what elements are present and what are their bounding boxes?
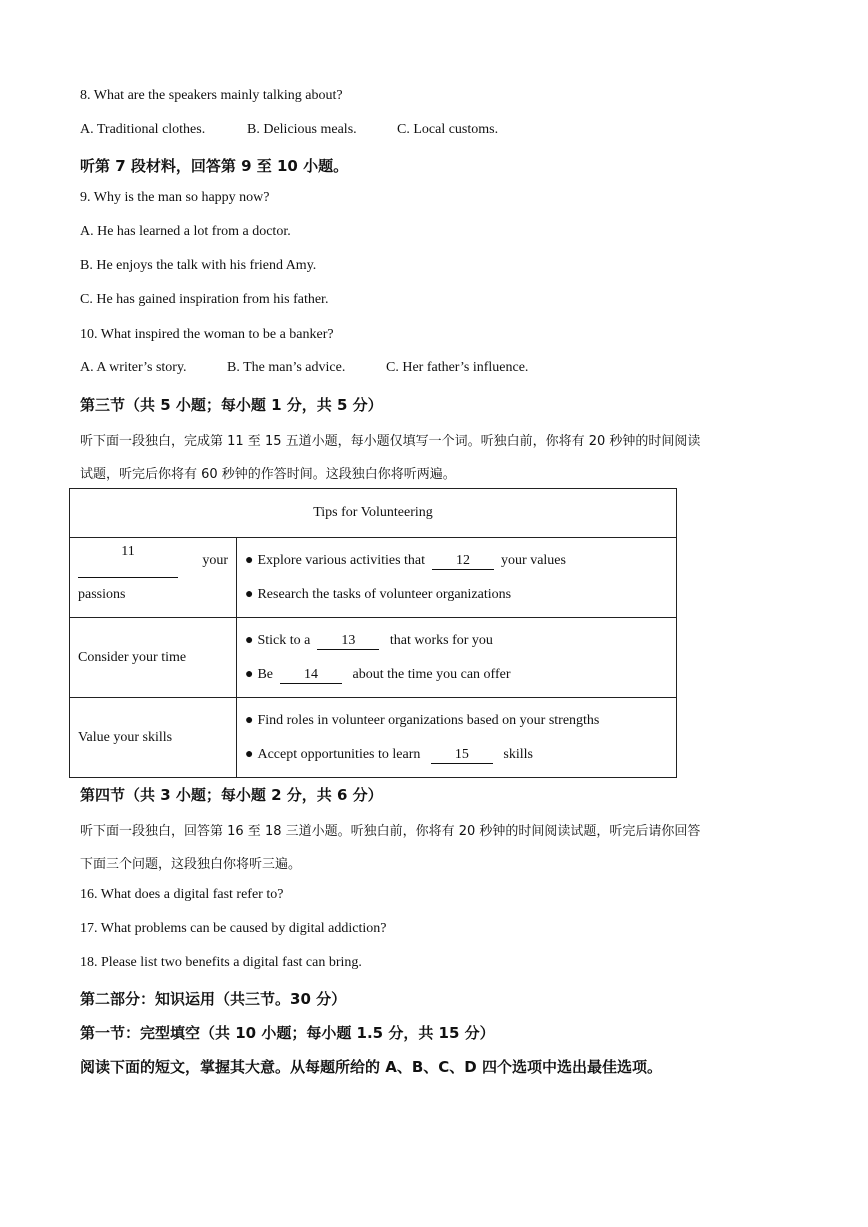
question-9-option-c: C. He has gained inspiration from his father.: [80, 292, 329, 307]
option-a: A. A writer’s story.: [80, 360, 187, 375]
question-9-option-b: B. He enjoys the talk with his friend Amy.: [80, 258, 317, 273]
table-title: Tips for Volunteering: [70, 489, 677, 538]
bullet-text: Explore various activities that: [257, 552, 426, 568]
question-9-option-a: A. He has learned a lot from a doctor.: [80, 224, 291, 239]
part-two-sub-heading: 第一节：完型填空（共 10 小题；每小题 1.5 分，共 15 分）: [80, 1024, 495, 1042]
table-row: [70, 538, 677, 618]
question-8: 8. What are the speakers mainly talking about?: [80, 88, 343, 103]
section-7-heading: 听第 7 段材料，回答第 9 至 10 小题。: [80, 157, 349, 175]
question-8-options: [80, 122, 498, 138]
bullet-text: Accept opportunities to learn: [257, 746, 421, 762]
row-3-label: Value your skills: [70, 698, 237, 778]
part-4-heading: 第四节（共 3 小题；每小题 2 分，共 6 分）: [80, 786, 383, 804]
question-18: 18. Please list two benefits a digital fast can bring.: [80, 955, 362, 970]
bullet-text: Research the tasks of volunteer organizations: [257, 586, 512, 602]
part-3-heading: 第三节（共 5 小题；每小题 1 分，共 5 分）: [80, 396, 383, 414]
part-3-instruction-line-2: 试题，听完后你将有 60 秒钟的作答时间。这段独白你将听两遍。: [80, 467, 456, 482]
part-4-instruction-line-1: 听下面一段独白，回答第 16 至 18 三道小题。听独白前，你将有 20 秒钟的时间阅读试题，听完后请你回答: [80, 824, 701, 839]
bullet-text: Be: [257, 666, 274, 682]
bullet-text: skills: [503, 746, 533, 762]
option-b: B. Delicious meals.: [247, 122, 357, 137]
bullet-text: that works for you: [389, 632, 493, 648]
question-9: 9. Why is the man so happy now?: [80, 190, 270, 205]
question-16: 16. What does a digital fast refer to?: [80, 887, 284, 902]
row-2-content: ● Stick to a 13 that works for you ● Be 14 about the time you can offer: [237, 618, 677, 698]
bullet-text: about the time you can offer: [352, 666, 511, 682]
tips-table: [69, 488, 677, 778]
bullet-text: Find roles in volunteer organizations based on your strengths: [257, 712, 600, 728]
part-two-instruction: 阅读下面的短文，掌握其大意。从每题所给的 A、B、C、D 四个选项中选出最佳选项。: [80, 1058, 662, 1076]
part-3-instruction-line-1: 听下面一段独白，完成第 11 至 15 五道小题，每小题仅填写一个词。听独白前，你将有 20 秒钟的时间阅读: [80, 434, 701, 449]
row-1-label-a: your: [202, 552, 228, 568]
blank-11[interactable]: 11: [78, 544, 178, 578]
option-a: A. Traditional clothes.: [80, 122, 206, 137]
option-c: C. Local customs.: [397, 122, 499, 137]
row-1-label: [70, 538, 237, 618]
bullet-text: Stick to a: [257, 632, 311, 648]
table-row: [70, 698, 677, 778]
row-1-label-b: passions: [78, 586, 126, 602]
row-2-label: Consider your time: [70, 618, 237, 698]
blank-12[interactable]: 12: [432, 553, 494, 570]
part-4-instruction-line-2: 下面三个问题，这段独白你将听三遍。: [80, 857, 302, 872]
part-two-heading: 第二部分：知识运用（共三节。30 分）: [80, 990, 347, 1008]
row-3-content: ● Find roles in volunteer organizations based on your strengths ● Accept opportunities to learn 15 skills: [237, 698, 677, 778]
option-b: B. The man’s advice.: [227, 360, 346, 375]
blank-13[interactable]: 13: [317, 633, 379, 650]
question-10: 10. What inspired the woman to be a banker?: [80, 327, 334, 342]
question-10-options: [80, 360, 528, 376]
question-17: 17. What problems can be caused by digital addiction?: [80, 921, 387, 936]
blank-15[interactable]: 15: [431, 747, 493, 764]
table-row: [70, 618, 677, 698]
bullet-text: your values: [501, 552, 566, 568]
blank-14[interactable]: 14: [280, 667, 342, 684]
option-c: C. Her father’s influence.: [386, 360, 529, 375]
row-1-content: ● Explore various activities that 12 your values ● Research the tasks of volunteer organizations: [237, 538, 677, 618]
